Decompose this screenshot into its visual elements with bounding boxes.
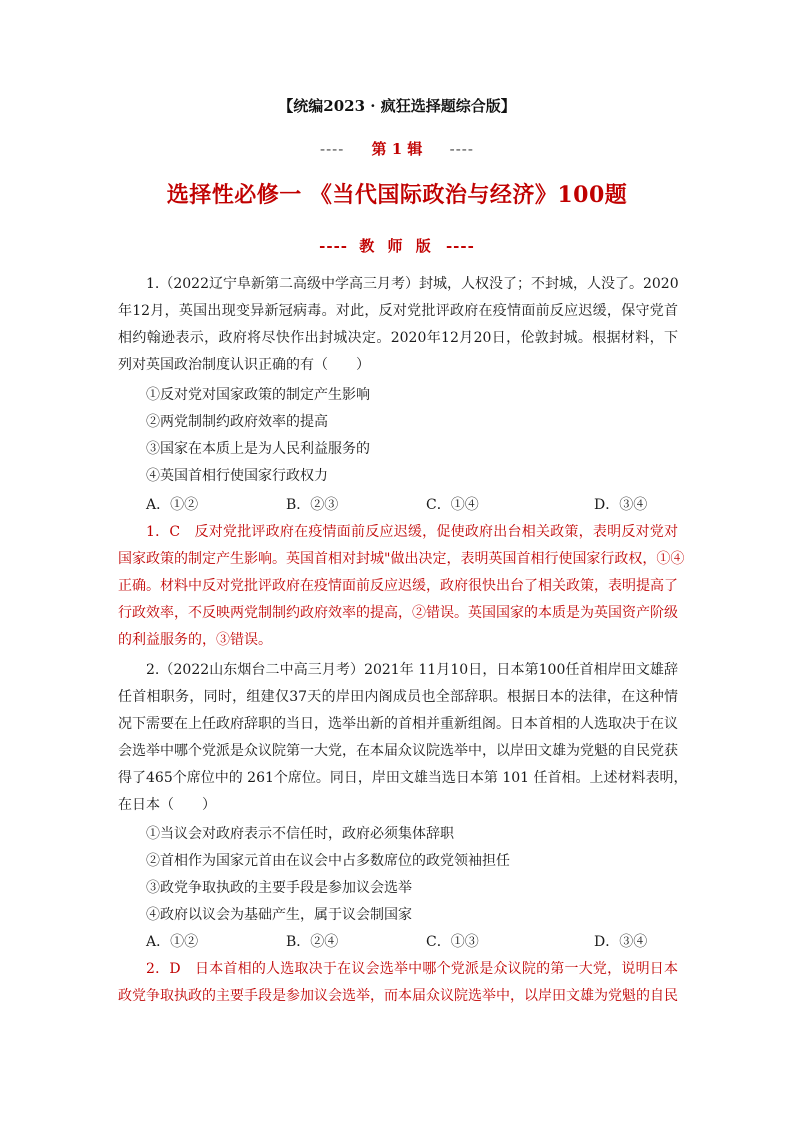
answer-line: 国家政策的制定产生影响。英国首相对封城"做出决定，表明英国首相行使国家行政权，①④: [118, 551, 685, 567]
edition-label: 教 师 版: [359, 237, 435, 255]
answer-line: 1．C 反对党批评政府在疫情面前反应迟缓，促使政府出台相关政策，表明反对党对: [146, 524, 678, 540]
question-line: 任首相职务，同时，组建仅37天的岸田内阁成员也全部辞职。根据日本的法律，在这种情: [118, 689, 678, 705]
option-c: C．①④: [426, 497, 479, 513]
choice-item: ③国家在本质上是为人民利益服务的: [146, 441, 370, 457]
question-line: 相约翰逊表示，政府将尽快作出封城决定。2020年12月20日，伦敦封城。根据材料，下: [118, 330, 678, 346]
issue-dash-left: ----: [320, 140, 345, 158]
choice-item: ②首相作为国家元首由在议会中占多数席位的政党领袖担任: [146, 853, 510, 869]
question-line: 得了465个席位中的 261个席位。同日，岸田文雄当选日本第 101 任首相。上述材料表明，: [118, 770, 688, 786]
question-line: 2.（2022山东烟台二中高三月考）2021年 11月10日，日本第100任首相岸田文雄辞: [146, 662, 678, 678]
question-line: 会选举中哪个党派是众议院第一大党，在本届众议院选举中，以岸田文雄为党魁的自民党获: [118, 743, 678, 759]
choice-item: ④政府以议会为基础产生，属于议会制国家: [146, 907, 412, 923]
edition-dash-right: ----: [445, 237, 475, 255]
question-line: 况下需要在上任政府辞职的当日，选举出新的首相并重新组阁。日本首相的人选取决于在议: [118, 716, 678, 732]
edition-dash-left: ----: [319, 237, 349, 255]
question-line: 年12月，英国出现变异新冠病毒。对此，反对党批评政府在疫情面前反应迟缓，保守党首: [118, 303, 678, 319]
option-b: B．②③: [286, 497, 339, 513]
question-line: 在日本（ ）: [118, 797, 216, 813]
question-line: 1.（2022辽宁阜新第二高级中学高三月考）封城，人权没了；不封城，人没了。2020: [146, 276, 679, 292]
option-b: B．②④: [286, 934, 339, 950]
answer-line: 政党争取执政的主要手段是参加议会选举，而本届众议院选举中，以岸田文雄为党魁的自民: [118, 988, 678, 1004]
option-a: A．①②: [146, 497, 199, 513]
choice-item: ①当议会对政府表示不信任时，政府必须集体辞职: [146, 826, 454, 842]
option-c: C．①③: [426, 934, 479, 950]
answer-line: 行政效率，不反映两党制制约政府效率的提高，②错误。英国国家的本质是为英国资产阶级: [118, 605, 678, 621]
option-a: A．①②: [146, 934, 199, 950]
question-line: 列对英国政治制度认识正确的有（ ）: [118, 357, 370, 373]
choice-item: ①反对党对国家政策的制定产生影响: [146, 387, 370, 403]
answer-line: 的利益服务的，③错误。: [118, 632, 272, 648]
answer-line: 正确。材料中反对党批评政府在疫情面前反应迟缓，政府很快出台了相关政策，表明提高了: [118, 578, 678, 594]
option-d: D．③④: [594, 934, 648, 950]
choice-item: ③政党争取执政的主要手段是参加议会选举: [146, 880, 412, 896]
answer-line: 2．D 日本首相的人选取决于在议会选举中哪个党派是众议院的第一大党，说明日本: [146, 961, 678, 977]
issue-number: 第 1 辑: [371, 140, 423, 158]
edition-line: [0, 235, 794, 256]
issue-dash-right: ----: [449, 140, 474, 158]
document-title: 选择性必修一 《当代国际政治与经济》100题: [166, 182, 628, 208]
option-d: D．③④: [594, 497, 648, 513]
series-title: 【统编2023 · 疯狂选择题综合版】: [278, 97, 516, 115]
issue-line: [0, 138, 794, 159]
choice-item: ④英国首相行使国家行政权力: [146, 468, 328, 484]
choice-item: ②两党制制约政府效率的提高: [146, 414, 328, 430]
